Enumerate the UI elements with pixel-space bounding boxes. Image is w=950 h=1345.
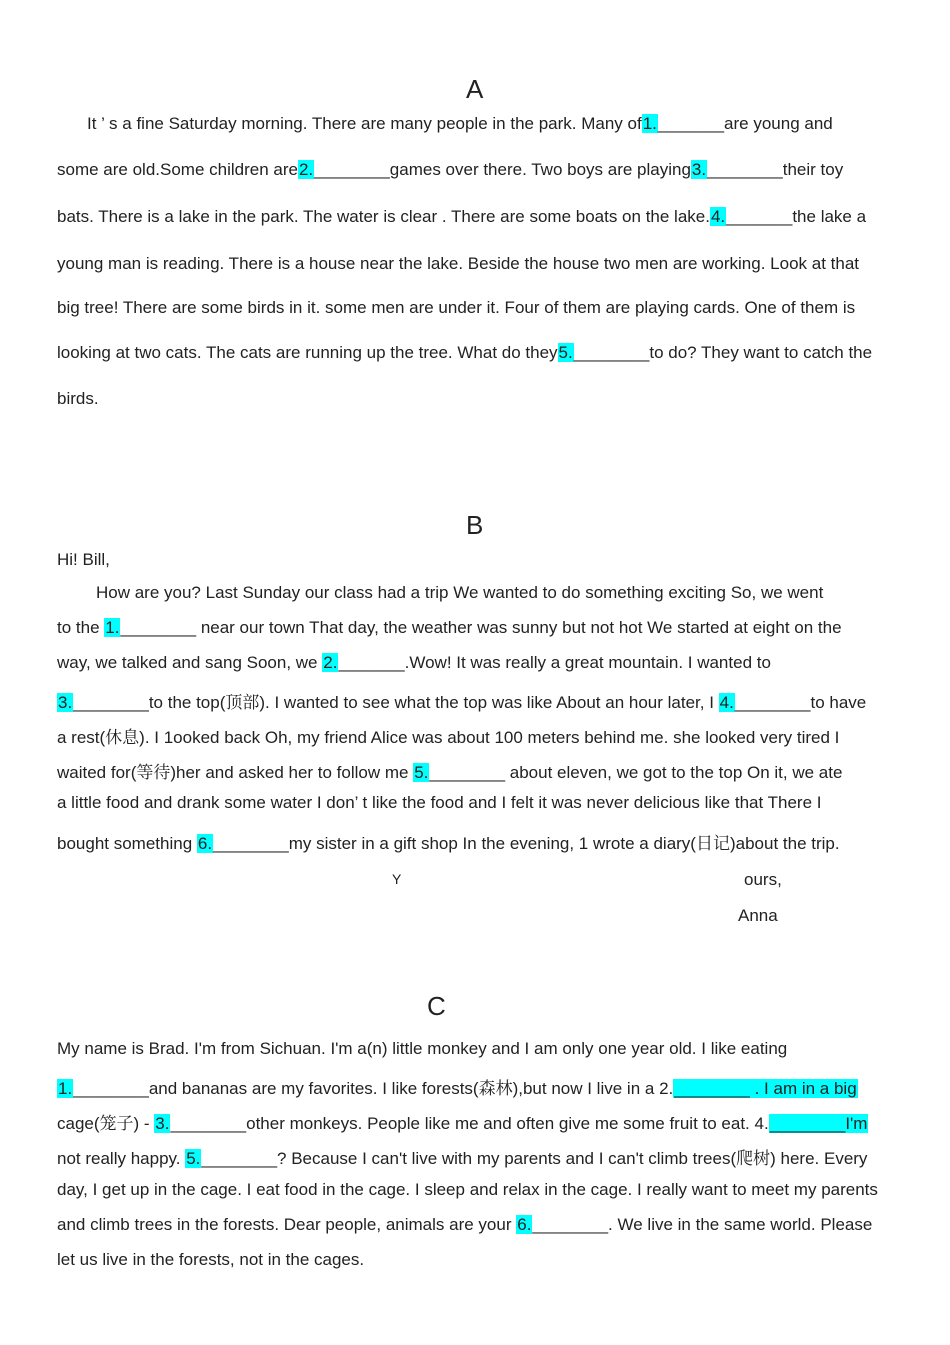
blank-a-5-number: 5. — [558, 343, 573, 362]
section-c-line-5: day, I get up in the cage. I eat food in the cage. I sleep and relax in the cage. I really want to meet my parents — [57, 1180, 878, 1199]
section-b-line-5: a rest(休息). I 1ooked back Oh, my friend Alice was about 100 meters behind me. she looked very tired I — [57, 728, 840, 747]
section-a-line-7: birds. — [57, 389, 99, 408]
section-c-line-1: My name is Brad. I'm from Sichuan. I'm a(n) little monkey and I am only one year old. I like eating — [57, 1039, 788, 1058]
section-c-line-2: 1.________and bananas are my favorites. I like forests(森林),but now I live in a 2.________ . I am in a big — [58, 1079, 857, 1098]
section-b-line-8: bought something 6.________my sister in a gift shop In the evening, 1 wrote a diary(日记)about the trip. — [57, 834, 840, 853]
blank-c-4-number: ________I'm — [769, 1114, 868, 1133]
blank-c-6-number: 6. — [517, 1215, 532, 1234]
blank-b-5-number: 5. — [414, 763, 429, 782]
blank-a-2-number: 2. — [298, 160, 314, 179]
section-a-line-1: It ’ s a fine Saturday morning. There are many people in the park. Many of1._______are young and — [87, 114, 833, 133]
section-c-heading: C — [427, 991, 446, 1021]
signature-y: Y — [392, 871, 402, 887]
section-c-line-7: let us live in the forests, not in the cages. — [57, 1250, 365, 1269]
blank-a-1-number: 1. — [642, 114, 657, 133]
section-c-line-3: cage(笼子) - 3.________other monkeys. People like me and often give me some fruit to eat. 4.________I'm — [57, 1114, 868, 1133]
blank-a-3[interactable]: ________their toy — [707, 160, 844, 179]
blank-c-2-number: ________ . I am in a big — [674, 1079, 857, 1098]
blank-b-1-number: 1. — [105, 618, 120, 637]
blank-c-6[interactable]: ________. We live in the same world. Please — [532, 1215, 873, 1234]
blank-c-3[interactable]: ________other monkeys. People like me and often give me some fruit to eat. — [170, 1114, 755, 1133]
blank-c-5-number: 5. — [186, 1149, 201, 1168]
section-c-line-6: and climb trees in the forests. Dear people, animals are your 6.________. We live in the same world. Please — [57, 1215, 873, 1234]
blank-a-2[interactable]: ________games over there. Two boys are playing — [314, 160, 691, 179]
blank-c-1[interactable]: ________and bananas are my favorites. I like forests(森林),but now I live in a — [73, 1079, 660, 1098]
blank-c-5[interactable]: ________? Because I can't live with my parents and I can't climb trees(爬树) here. Every — [201, 1149, 868, 1168]
section-b-line-1: How are you? Last Sunday our class had a trip We wanted to do something exciting So, we went — [96, 583, 824, 602]
blank-b-4-number: 4. — [719, 693, 734, 712]
section-a-line-3: bats. There is a lake in the park. The water is clear . There are some boats on the lake.4._______the lake a — [57, 207, 867, 226]
section-b-heading: B — [466, 510, 484, 540]
blank-b-1[interactable]: ________ near our town That day, the weather was sunny but not hot We started at eight on the — [120, 618, 842, 637]
blank-a-3-number: 3. — [691, 160, 707, 179]
section-a-line-6: looking at two cats. The cats are running up the tree. What do they5.________to do? They want to catch the — [57, 343, 873, 362]
section-a-line-2: some are old.Some children are2.________games over there. Two boys are playing3.________their toy — [57, 160, 844, 179]
section-c-line-4: not really happy. 5.________? Because I can't live with my parents and I can't climb trees(爬树) here. Every — [57, 1149, 868, 1168]
blank-b-6[interactable]: ________my sister in a gift shop In the evening, 1 wrote a diary(日记)about the trip. — [213, 834, 840, 853]
blank-b-4[interactable]: ________to have — [734, 693, 867, 712]
section-a-heading: A — [466, 74, 484, 104]
blank-b-5[interactable]: ________ about eleven, we got to the top On it, we ate — [429, 763, 843, 782]
blank-a-4[interactable]: _______the lake a — [726, 207, 867, 226]
blank-a-1[interactable]: _______are young and — [657, 114, 833, 133]
blank-b-3-number: 3. — [58, 693, 73, 712]
section-a-line-4: young man is reading. There is a house near the lake. Beside the house two men are working. Look at that — [57, 254, 860, 273]
section-b-line-3: way, we talked and sang Soon, we 2._______.Wow! It was really a great mountain. I wanted to — [57, 653, 771, 672]
section-b-line-4 — [57, 688, 866, 713]
section-b-line-6: waited for(等待)her and asked her to follow me 5.________ about eleven, we got to the top On it, we ate — [57, 763, 843, 782]
blank-a-5[interactable]: ________to do? They want to catch the — [573, 343, 873, 362]
blank-b-6-number: 6. — [197, 834, 213, 853]
blank-b-3[interactable]: ________to the top(顶部). I wanted to see what the top was like About an hour later, I — [73, 693, 719, 712]
blank-c-3-number: 3. — [155, 1114, 170, 1133]
blank-b-2[interactable]: _______.Wow! It was really a great mountain. I wanted to — [338, 653, 771, 672]
section-b-line-2: to the 1.________ near our town That day, the weather was sunny but not hot We started at eight on the — [57, 618, 842, 637]
blank-c-1-number: 1. — [58, 1079, 73, 1098]
signature-name: Anna — [738, 906, 778, 925]
blank-b-2-number: 2. — [323, 653, 338, 672]
section-b-line-7: a little food and drank some water I don’ t like the food and I felt it was never delicious like that There I — [57, 793, 822, 812]
letter-greeting: Hi! Bill, — [57, 550, 110, 569]
signature-ours: ours, — [744, 870, 782, 889]
blank-a-4-number: 4. — [710, 207, 726, 226]
section-a-line-5: big tree! There are some birds in it. some men are under it. Four of them are playing cards. One of them is — [57, 298, 856, 317]
